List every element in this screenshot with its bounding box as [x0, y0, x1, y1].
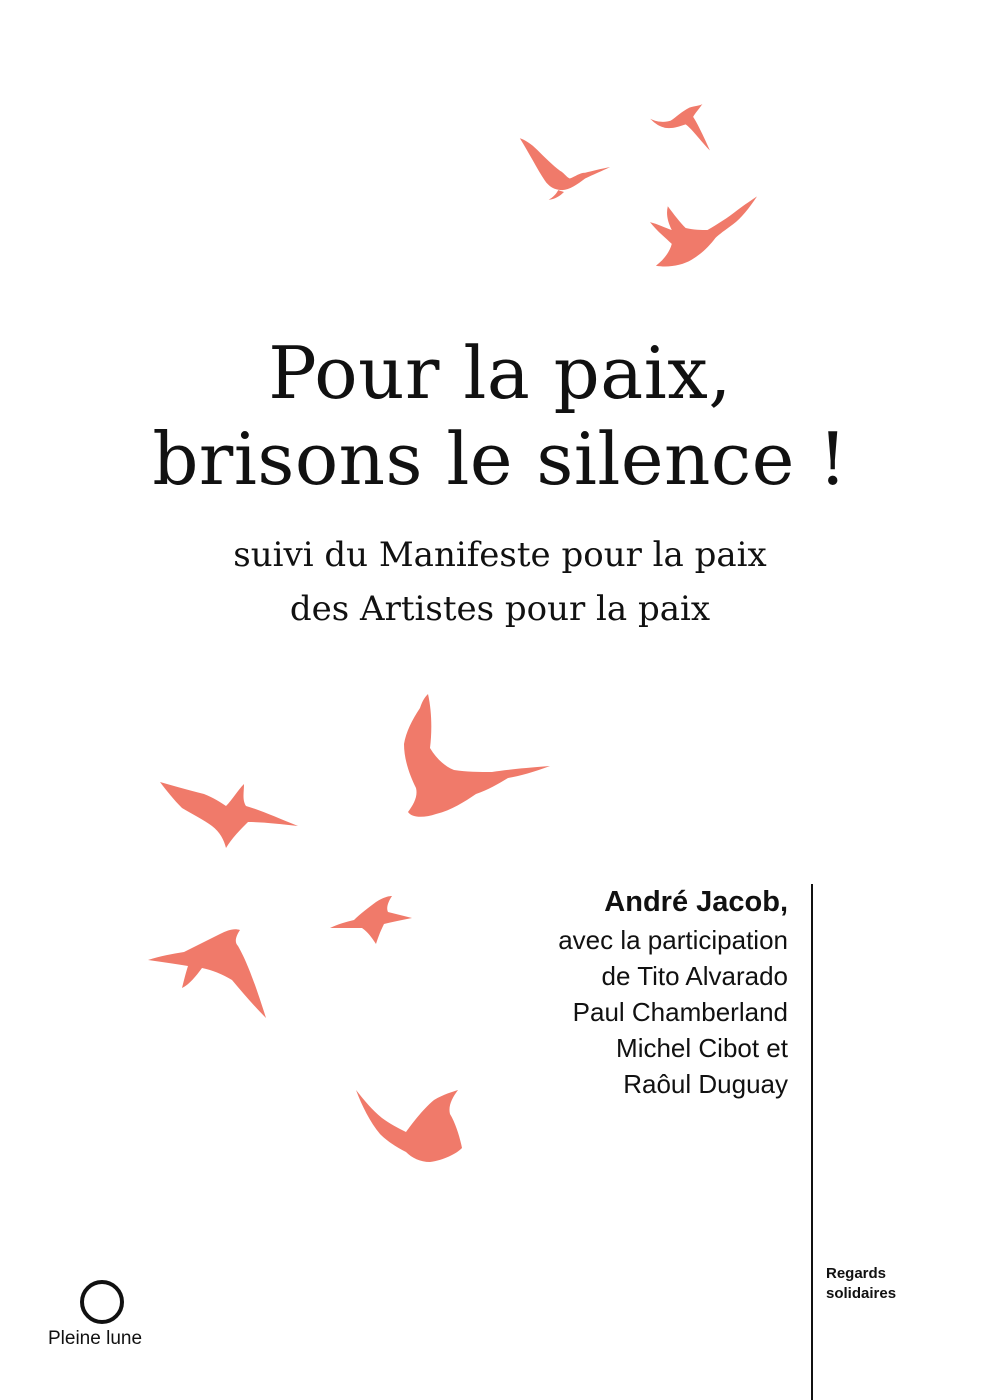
- participation-line-2: de Tito Alvarado: [601, 961, 788, 991]
- book-subtitle: [0, 528, 1000, 636]
- subtitle-line-2: des Artistes pour la paix: [289, 589, 711, 629]
- bird-illustration-5: [158, 778, 300, 850]
- title-line-2: brisons le silence !: [152, 417, 848, 501]
- bird-illustration-4: [402, 692, 552, 820]
- bird-illustration-8: [352, 1088, 464, 1164]
- bird-illustration-3: [646, 194, 760, 270]
- circle-logo-icon: [80, 1280, 124, 1324]
- participation-line-1: avec la participation: [558, 925, 788, 955]
- author-name: André Jacob,: [604, 886, 788, 918]
- collection-name: [826, 1264, 896, 1304]
- bird-illustration-2: [648, 102, 714, 158]
- vertical-divider: [811, 884, 813, 1400]
- title-line-1: Pour la paix,: [268, 331, 732, 415]
- participation-line-4: Michel Cibot et: [616, 1033, 788, 1063]
- collection-line-2: solidaires: [826, 1285, 897, 1302]
- book-title: [0, 330, 1000, 502]
- bird-illustration-6: [328, 892, 414, 946]
- collection-line-1: Regards: [826, 1265, 887, 1282]
- publisher-name: Pleine lune: [48, 1328, 143, 1349]
- bird-illustration-7: [146, 926, 268, 1020]
- participation-line-5: Raôul Duguay: [623, 1069, 788, 1099]
- subtitle-line-1: suivi du Manifeste pour la paix: [233, 535, 767, 575]
- bird-illustration-1: [516, 134, 612, 202]
- author-block: [558, 882, 788, 1102]
- participation-line-3: Paul Chamberland: [572, 997, 788, 1027]
